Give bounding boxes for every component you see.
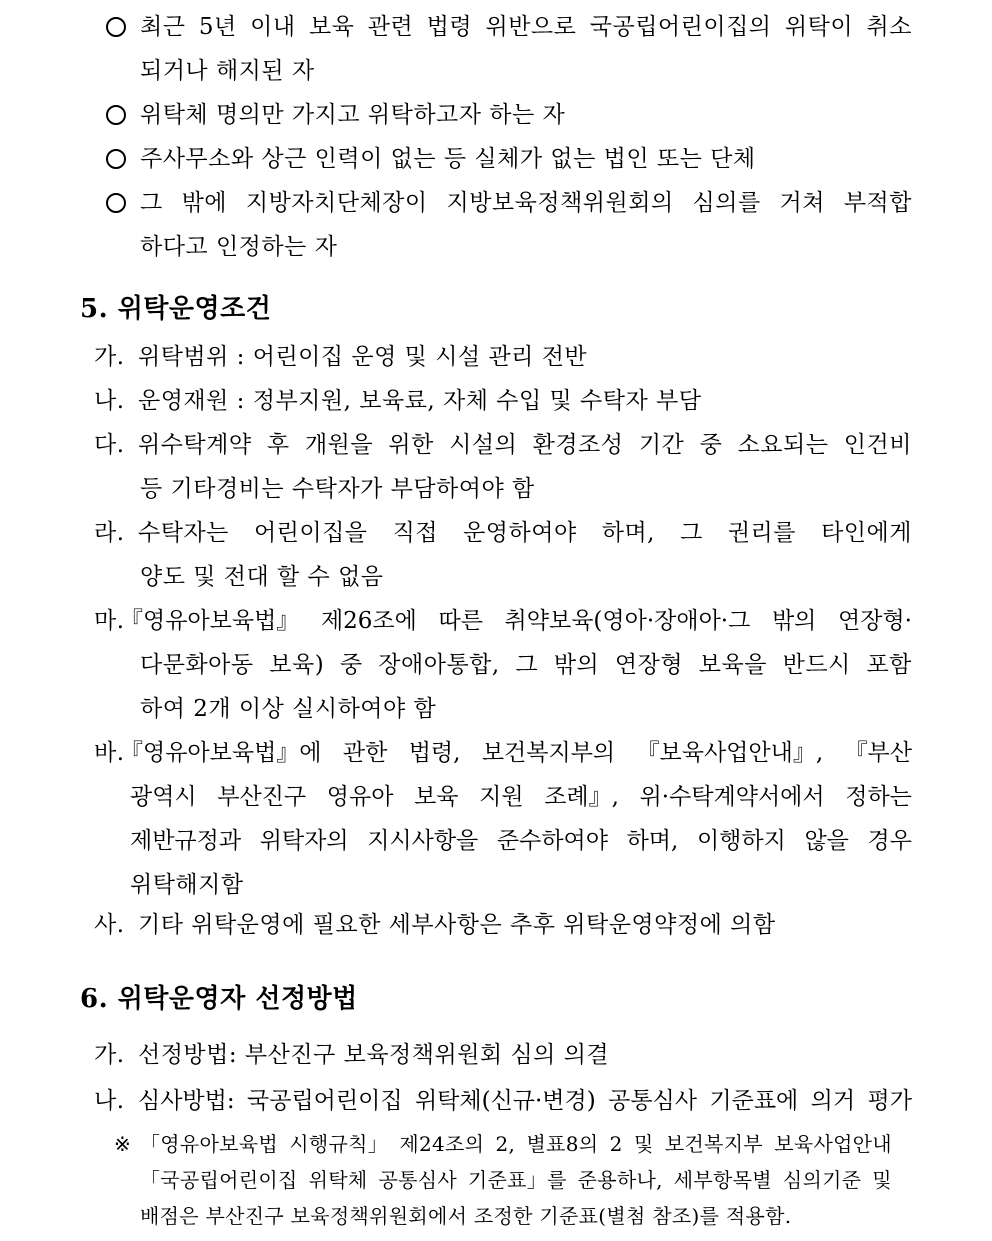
bullet-text: 주사무소와 상근 인력이 없는 등 실체가 없는 법인 또는 단체 bbox=[140, 146, 756, 172]
bullet-text: 최근 5년 이내 보육 관련 법령 위반으로 국공립어린이집의 위탁이 취소 bbox=[140, 14, 912, 40]
item-text: 광역시 부산진구 영유아 보육 지원 조례』, 위·수탁계약서에서 정하는 bbox=[130, 784, 912, 810]
note-text: 「국공립어린이집 위탁체 공통심사 기준표」를 준용하나, 세부항목별 심의기준 및 bbox=[140, 1168, 892, 1192]
note-text: 「영유아보육법 시행규칙」 제24조의 2, 별표8의 2 및 보건복지부 보육사업안내 bbox=[140, 1132, 892, 1156]
item-text: 수탁자는 어린이집을 직접 운영하여야 하며, 그 권리를 타인에게 bbox=[138, 520, 912, 546]
bullet-text: 하다고 인정하는 자 bbox=[140, 234, 338, 260]
item-text: 위탁범위 : 어린이집 운영 및 시설 관리 전반 bbox=[138, 344, 588, 370]
item-text: 등 기타경비는 수탁자가 부담하여야 함 bbox=[140, 476, 535, 502]
item-marker: 가. bbox=[94, 1042, 125, 1068]
item-text: 심사방법: 국공립어린이집 위탁체(신규·변경) 공통심사 기준표에 의거 평가 bbox=[138, 1088, 912, 1114]
circle-bullet-icon bbox=[106, 105, 126, 125]
item-text: 제반규정과 위탁자의 지시사항을 준수하여야 하며, 이행하지 않을 경우 bbox=[130, 828, 912, 854]
item-text: 양도 및 전대 할 수 없음 bbox=[140, 564, 384, 590]
item-text: 『영유아보육법』 제26조에 따른 취약보육(영아·장애아·그 밖의 연장형· bbox=[120, 608, 912, 634]
item-marker: 다. bbox=[94, 432, 125, 458]
item-text: 위탁해지함 bbox=[130, 872, 244, 898]
item-marker: 나. bbox=[94, 1088, 125, 1114]
section-5-heading: 5. 위탁운영조건 bbox=[80, 294, 272, 324]
item-marker: 라. bbox=[94, 520, 125, 546]
item-text: 선정방법: 부산진구 보육정책위원회 심의 의결 bbox=[138, 1042, 610, 1068]
item-marker: 사. bbox=[94, 912, 125, 938]
circle-bullet-icon bbox=[106, 149, 126, 169]
note-text: 배점은 부산진구 보육정책위원회에서 조정한 기준표(별첨 참조)를 적용함. bbox=[140, 1204, 792, 1228]
item-text: 다문화아동 보육) 중 장애아통합, 그 밖의 연장형 보육을 반드시 포함 bbox=[140, 652, 912, 678]
item-text: 하여 2개 이상 실시하여야 함 bbox=[140, 696, 437, 722]
note-marker-icon: ※ bbox=[114, 1132, 132, 1156]
item-text: 『영유아보육법』에 관한 법령, 보건복지부의 『보육사업안내』, 『부산 bbox=[120, 740, 912, 766]
bullet-text: 위탁체 명의만 가지고 위탁하고자 하는 자 bbox=[140, 102, 566, 128]
item-marker: 가. bbox=[94, 344, 125, 370]
circle-bullet-icon bbox=[106, 17, 126, 37]
bullet-text: 그 밖에 지방자치단체장이 지방보육정책위원회의 심의를 거쳐 부적합 bbox=[140, 190, 912, 216]
section-6-heading: 6. 위탁운영자 선정방법 bbox=[80, 984, 358, 1014]
item-marker: 나. bbox=[94, 388, 125, 414]
circle-bullet-icon bbox=[106, 193, 126, 213]
item-text: 기타 위탁운영에 필요한 세부사항은 추후 위탁운영약정에 의함 bbox=[138, 912, 776, 938]
item-text: 운영재원 : 정부지원, 보육료, 자체 수입 및 수탁자 부담 bbox=[138, 388, 702, 414]
item-marker: 마. bbox=[94, 608, 125, 634]
item-marker: 바. bbox=[94, 740, 125, 766]
item-text: 위수탁계약 후 개원을 위한 시설의 환경조성 기간 중 소요되는 인건비 bbox=[138, 432, 912, 458]
bullet-text: 되거나 해지된 자 bbox=[140, 58, 315, 84]
